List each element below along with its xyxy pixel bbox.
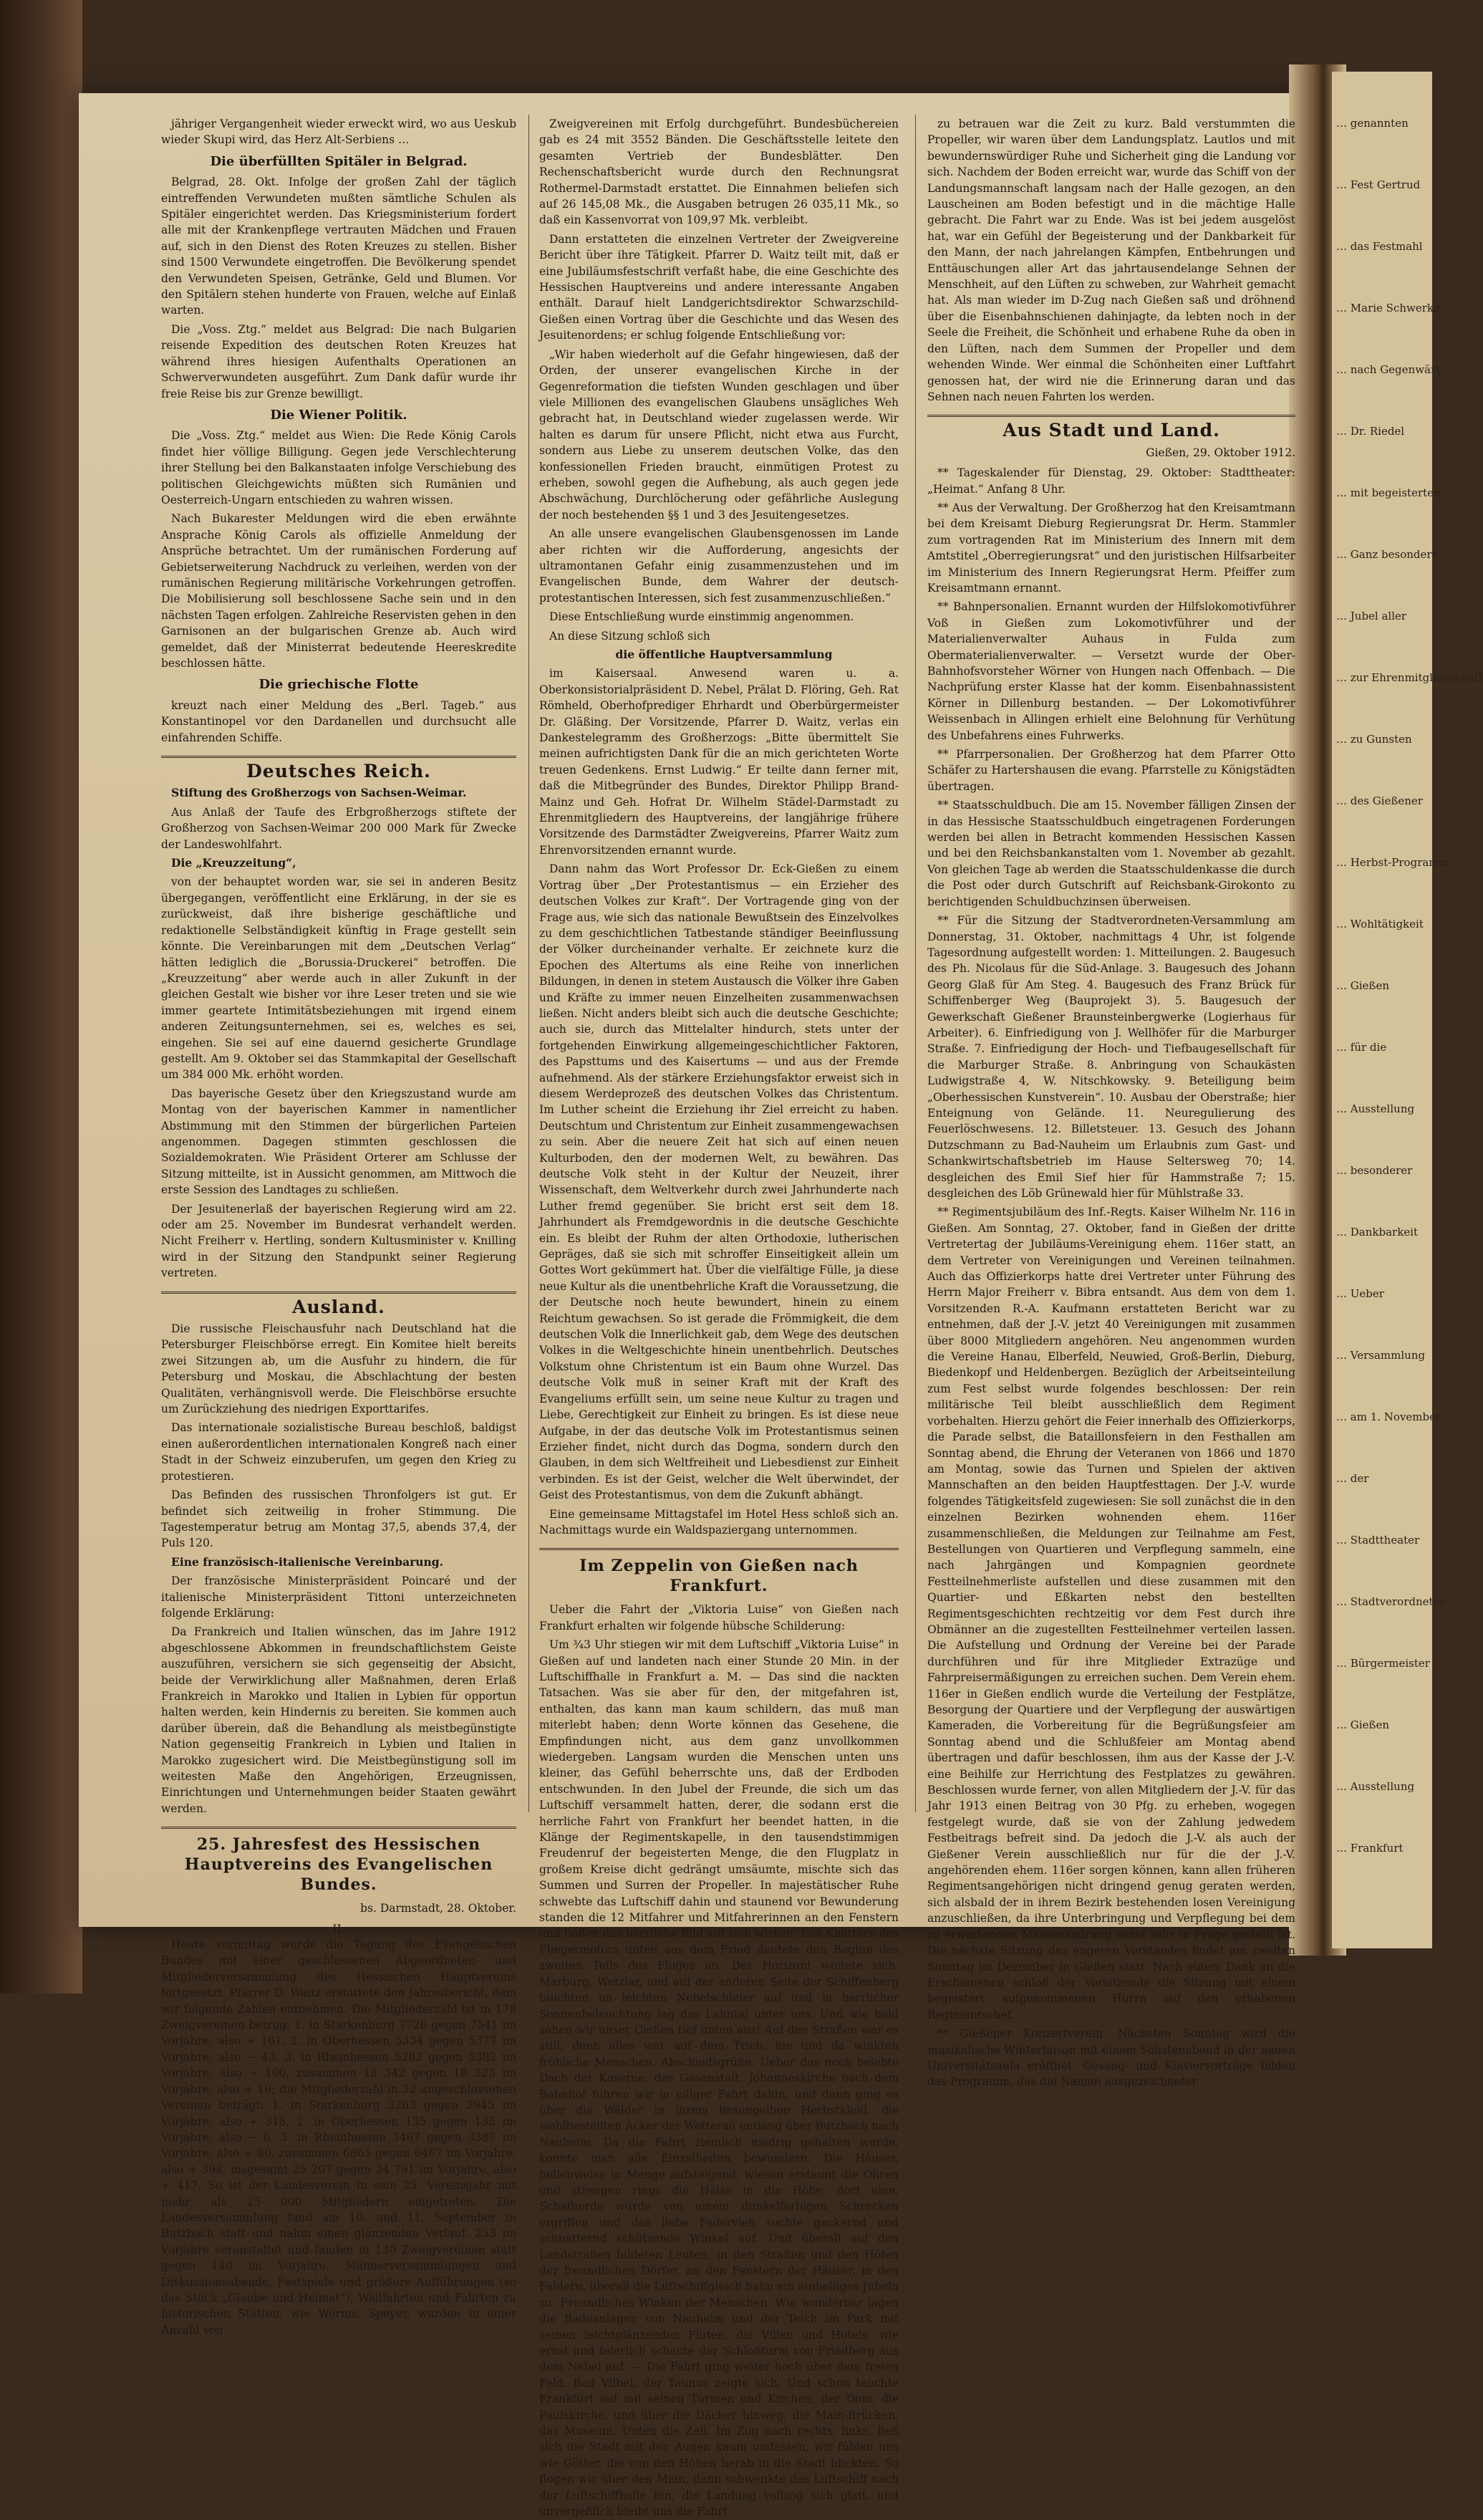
paragraph: zu betrauen war die Zeit zu kurz. Bald verstummten die Propeller, wir waren über dem Landungsplatz. Lautlos und mit bewundernswürdiger Ruhe und Sicherheit ging die Landung vor sich. Nachdem der Boden erreicht war, wurde das Schiff von der Landungsmannschaft langsam nach der Halle gezogen, an den Lauscheinen am Boden befestigt und in die mächtige Halle gebracht. Die Fahrt war zu Ende. Was ist bei jedem ausgelöst hat, war ein Gefühl der Begeisterung und der Dankbarkeit für den Mann, der nach jahrelangen Kämpfen, Entbehrungen und Enttäuschungen aller Art das jahrtausendelange Sehnen der Menschheit, auf den Lüften zu schweben, zur Wahrheit gemacht hat. Als man wieder im D-Zug nach Gießen saß und dröhnend über die Eisenbahnschienen dahinjagte, da lebten noch in der Seele die Freiheit, die Schönheit und erhabene Ruhe da oben in den Lüften, nach dem Summen der Propeller und dem wehenden Winde. Wer einmal die Schönheiten einer Luftfahrt genossen hat, der wird nie die Erinnerung daran und das Sehnen nach neuen Fahrten los werden.	[927, 117, 1295, 403]
facing-page-line: … Bürgermeister	[1336, 1657, 1430, 1670]
paragraph: Um ¾3 Uhr stiegen wir mit dem Luftschiff „Viktoria Luise“ in Gießen auf und landeten nach einer Stunde 20 Min. in der Luftschiffhalle in Frankfurt a. M. — Das sind die nackten Tatsachen. Was sie aber für den, der mitgefahren ist, enthalten, das kann man kaum schildern, das muß man miterlebt haben; denn Worte können das Gesehene, die Empfindungen nicht, aus dem ganz unvollkommen wiedergeben. Langsam wurden die Menschen unten uns kleiner, das Gefühl beherrschte uns, daß der Erdboden entschwunden. In den Jubel der Freunde, die sich um das Luftschiff versammelt hatten, derer, die sodann erst die herrliche Fahrt von Frankfurt her beendet hatten, in die Klänge der Regimentskapelle, in den tausendstimmigen Freudenruf der begeisterten Menge, die den Flugplatz in großem Kreise dicht gedrängt umsäumte, mischte sich das Summen und Surren der Propeller. In majestätischer Ruhe schwebte das Luftschiff dahin und staunend vor Bewunderung standen die 12 Mitfahrer und Mitfahrerinnen an den Fenstern und ließen das herrliche Bild auf sich wirken. Das Knattern des Fliegermotors unten aus dem Fried deutete den Beginn des zweiten Teils des Fluges an. Der Horizont weitete sich. Marburg, Wetzlar, und auf der anderen Seite der Schiffenberg tauchten im leichten Nebelschleier auf und in herrlicher Sonnenbeleuchtung lag das Lahntal unter uns. Und wie bald sahen wir unser Gießen tief unten aus! Auf den Straßen war es still, denn alles war auf dem Trieb, hie und da winkten fröhliche Menschen. Abschiedsgrüße. Ueber das noch belebte Dach der Kaserne, des Gasanstalt, Johanneskirche nach dem Bahnhof fuhren wir in eiliger Fahrt dahin, und dann ging es über die Wälder in ihrem braungelben Herbstkleid, die wohlbestellten Äcker der Wetterau entlang über Butzbach nach Nauheim. Da die Fahrt ziemlich niedrig gehalten wurde, konnte man alle Einzelheiten bewundern. Die Häuser, hellenweise in Menge aufsteigend, wiesen erstaunt die Ohren und strengen rings die Hälse in die Höhe; dort eine, Schafherde wurde von einem dunkelfarbigen Schrecken ergriffen und das liebe Federvieh suchte gackernd und schnatternd schützende Winkel auf. Und überall auf den Landstraßen bildeten Leuten, in den Straßen und den Höfen der freundlichen Dörfer, an den Fenstern der Häuser, in den Feldern, überall die Luftschiffgleich bahn ein einhelliges Jubeln zu. Freundliches Winken der Menschen. Wie wunderbar lagen die Badeanlagen von Nauheim und der Teich im Park mit seinen leichtglänzenden Fluten, die Villen und Hotels, wie ernst und feierlich schaute der Schloßturm von Friedberg aus dem Nebel auf. — Die Fahrt ging weiter hoch über dem freien Feld. Bad Vilbel, der Taunus zeigte sich. Und schon tauchte Frankfurt auf mit seinen Türmen und Kirchen, der Dom, die Paulskirche, und über die Dächer hinweg, die Main-Brücken, das Museum. Unten die Zeil. Im Zug nach rechts, links, ließ sich die Stadt mit den Augen kaum umfassen, wir fühlen uns wie Götter, die von den Höhen herab in die Stadt blickten. So flogen wir über den Main, dann schwenkte das Luftschiff nach der Luftschiffhalle hin, die Landung vollzog sich glatt, und unvergeßlich bleibt uns die Fahrt.	[539, 1638, 899, 2519]
paragraph: ** Gießener Konzertverein. Nächsten Sonntag wird die musikalische Winterfaison mit einem Solistenabend in der neuen Universitätsaula eröffnet. Gesang- und Klaviervorträge bilden das Programm, das die Namen ausgezeichneter	[927, 2027, 1295, 2089]
column-1	[161, 116, 516, 2337]
paragraph: Ueber die Fahrt der „Viktoria Luise“ von Gießen nach Frankfurt erhalten wir folgende hübsche Schilderung:	[539, 1603, 899, 1632]
subheading: Die Wiener Politik.	[270, 407, 407, 423]
facing-page-line: … für die	[1336, 1041, 1387, 1054]
facing-page-line: … Stadttheater	[1336, 1534, 1420, 1547]
paragraph: die öffentliche Hauptversammlung	[615, 648, 833, 661]
section-heading: Ausland.	[161, 1292, 516, 1315]
column-rule	[915, 115, 916, 1812]
facing-page-line: … des Gießener	[1336, 794, 1423, 807]
paragraph: von der behauptet worden war, sie sei in anderen Besitz übergegangen, veröffentlicht eine Erklärung, in der sie es zurückweist, daß ihre bisherige geschäftliche und redaktionelle Selbständigkeit künftig in Frage gestellt sein könnte. Die Vereinbarungen mit dem „Deutschen Verlag“ hätten lediglich die „Borussia-Druckerei“ betroffen. Die „Kreuzzeitung“ aber werde auch in aller Zukunft in der gleichen Gestalt wie bisher vor ihre Leser treten und sie wie immer geartete Intimitätsbeziehungen mit irgend einem anderen Zeitungsunternehmen, sei es, welches es sei, eingehen. Sie sei auf eine dauernd gesicherte Grundlage gestellt. Am 9. Oktober sei das Stammkapital der Gesellschaft um 384 000 Mk. erhöht worden.	[161, 875, 516, 1082]
facing-page-line: … Marie Schwerke	[1336, 302, 1440, 314]
paragraph: Das internationale sozialistische Bureau beschloß, baldigst einen außerordentlichen internationalen Kongreß nach einer Stadt in der Schweiz einzuberufen, um gegen den Krieg zu protestieren.	[161, 1421, 516, 1483]
book-spine-left	[0, 0, 82, 1994]
paragraph: Die „Voss. Ztg.“ meldet aus Belgrad: Die nach Bulgarien reisende Expedition des deutschen Roten Kreuzes hat während ihres hiesigen Aufenthalts Operationen an Schwerverwundeten ausgeführt. Zum Dank dafür wurde ihr freie Reise bis zur Grenze bewilligt.	[161, 322, 516, 400]
paragraph: Das bayerische Gesetz über den Kriegszustand wurde am Montag von der bayerischen Kammer in namentlicher Abstimmung mit den Stimmen der bürgerlichen Parteien angenommen. Dagegen stimmten geschlossen die Sozialdemokraten. Wie Präsident Orterer am Schlusse der Sitzung mitteilte, ist in Aussicht genommen, am Mittwoch die erste Session des Landtages zu schließen.	[161, 1087, 516, 1197]
paragraph: kreuzt nach einer Meldung des „Berl. Tageb.“ aus Konstantinopel vor den Dardanellen und durchsucht alle einfahrenden Schiffe.	[161, 698, 516, 744]
facing-page-line: … Ausstellung	[1336, 1780, 1415, 1793]
paragraph: „Wir haben wiederholt auf die Gefahr hingewiesen, daß der Orden, der unserer evangelischen Kirche in der Gegenreformation die tiefsten Wunden geschlagen und über viele Millionen des evangelischen Glaubens unsägliches Weh gebracht hat, in Deutschland wieder zugelassen werde. Wir halten es darum für unsere Pflicht, nicht etwa aus Furcht, sondern aus Liebe zu unserem deutschen Volke, das den konfessionellen Frieden braucht, einmütigen Protest zu erheben, sowohl gegen die Aufhebung, als auch gegen jede Abschwächung, Durchlöcherung oder gefährliche Auslegung der noch bestehenden §§ 1 und 3 des Jesuitengesetzes.	[539, 347, 899, 521]
section-heading: Aus Stadt und Land.	[927, 415, 1295, 438]
paragraph: ** Staatsschuldbuch. Die am 15. November fälligen Zinsen der in das Hessische Staatsschuldbuch eingetragenen Forderungen werden bei allen in Betracht kommenden Hessischen Kassen und bei den Reichsbankanstalten vom 1. November ab gezahlt. Von gleichen Tage ab werden die Staatsschuldenkasse die durch die Post oder durch Gutschrift auf Reichsbank-Girokonto zu berichtigenden Schuldbuchzinsen überweisen.	[927, 799, 1295, 908]
column-rule	[528, 115, 529, 1812]
facing-page-line: … Ausstellung	[1336, 1102, 1415, 1115]
paragraph: Da Frankreich und Italien wünschen, das im Jahre 1912 abgeschlossene Abkommen in freundschaftlichstem Geiste auszuführen, versichern sie sich gegenseitig der Absicht, beide der Verwirklichung aller Maßnahmen, deren Erlaß Frankreich in Marokko und Italien in Lybien für opportun halten werden, kein Hindernis zu bereiten. Sie kommen auch darüber überein, daß die Behandlung als meistbegünstigte Nation gegenseitig Frankreich in Lybien und Italien in Marokko zugesichert wird. Die Meistbegünstigung soll im weitesten Maße den Angehörigen, Erzeugnissen, Einrichtungen und Unternehmungen beider Staaten gewährt werden.	[161, 1625, 516, 1815]
facing-page-line: … Versammlung	[1336, 1349, 1426, 1362]
facing-page-line: … genannten	[1336, 117, 1409, 130]
facing-page-line: … der	[1336, 1472, 1369, 1485]
facing-page-line: … mit begeisterten	[1336, 486, 1441, 499]
paragraph: Belgrad, 28. Okt. Infolge der großen Zahl der täglich eintreffenden Verwundeten mußten sämtliche Schulen als Spitäler eingerichtet werden. Das Kriegsministerium fordert alle mit der Krankenpflege vertrauten Mädchen und Frauen auf, sich in den Dienst des Roten Kreuzes zu stellen. Bisher sind 1500 Verwundete eingetroffen. Die Bevölkerung spendet den Verwundeten Speisen, Getränke, Geld und Blumen. Vor den Spitälern stehen hunderte von Frauen, welche auf Einlaß warten.	[161, 175, 516, 317]
subheading: Die überfüllten Spitäler in Belgrad.	[210, 153, 468, 169]
facing-page-line: … Dankbarkeit	[1336, 1226, 1418, 1239]
dateline: bs. Darmstadt, 28. Oktober.	[360, 1902, 516, 1915]
facing-page-line: … nach Gegenwärt	[1336, 363, 1441, 376]
paragraph: Der französische Ministerpräsident Poincaré und der italienische Ministerpräsident Tittoni unterzeichneten folgende Erklärung:	[161, 1574, 516, 1620]
paragraph: Eine französisch-italienische Vereinbarung.	[171, 1554, 444, 1569]
paragraph: ** Bahnpersonalien. Ernannt wurden der Hilfslokomotivführer Voß in Gießen zum Lokomotivführer und der Materialienverwalter Auhaus in Fulda zum Obermaterialienverwalter. — Versetzt wurde der Ober-Bahnhofsvorsteher Wörner von Hungen nach Offenbach. — Die Nachprüfung erster Klasse hat der komm. Eisenbahnassistent Körner in Dillenburg bestanden. — Der Lokomotivführer Weissenbach in Allingen erhielt eine Belohnung für Verhütung des Unbefahrens eines Fuhrwerks.	[927, 600, 1295, 742]
facing-page-line: … Stadtverordneten	[1336, 1595, 1447, 1608]
facing-page-line: … Jubel aller	[1336, 610, 1407, 622]
paragraph: Nach Bukarester Meldungen wird die eben erwähnte Ansprache König Carols als offizielle Anmeldung der Ansprüche betrachtet. Um der rumänischen Forderung auf Gebietserweiterung Nachdruck zu verleihen, werden von der rumänischen Regierung militärische Vorkehrungen getroffen. Die Mobilisierung soll beschlossene Sache sein und in den nächsten Tagen erfolgen. Zahlreiche Reservisten gehen in den Garnisonen an der bulgarischen Grenze ab. Auch wird gemeldet, daß der Ministerrat bedeutende Heereskredite beschlossen hätte.	[161, 512, 516, 670]
column-2	[539, 116, 899, 2519]
subheading: Die griechische Flotte	[259, 677, 419, 693]
paragraph: Die „Voss. Ztg.“ meldet aus Wien: Die Rede König Carols findet hier völlige Billigung. Gegen jede Verschlechterung ihrer Stellung bei den Balkanstaaten infolge Verschiebung des politischen Gleichgewichts müßten sich Rumänien und Oesterreich-Ungarn entschieden zu wahren wissen.	[161, 429, 516, 506]
facing-page-line: … zur Ehrenmitgliedschaft	[1336, 671, 1483, 684]
facing-page-fragment	[1332, 72, 1483, 1948]
paragraph: An diese Sitzung schloß sich	[549, 629, 710, 643]
paragraph: ** Tageskalender für Dienstag, 29. Oktober: Stadttheater: „Heimat.“ Anfang 8 Uhr.	[927, 466, 1295, 496]
paragraph: An alle unsere evangelischen Glaubensgenossen im Lande aber richten wir die Aufforderung, angesichts der ultramontanen Gefahr einig zusammenzustehen und im Evangelischen Bunde, dem Wahrer der deutsch-protestantischen Interessen, sich fest zusammenzuschließen.“	[539, 527, 899, 605]
paragraph: Dann erstatteten die einzelnen Vertreter der Zweigvereine Bericht über ihre Tätigkeit. Pfarrer D. Waitz teilt mit, daß er eine Jubiläumsfestschrift verfaßt habe, die eine Geschichte des Hessischen Hauptvereins und andere interessante Angaben enthält. Darauf hielt Landgerichtsdirektor Schwarzschild-Gießen einen Vortrag über die Geschichte und das Wesen des Jesuitenordens; er schlug folgende Entschließung vor:	[539, 232, 899, 342]
dateline: Gießen, 29. Oktober 1912.	[1146, 446, 1295, 459]
facing-page-line: … Gießen	[1336, 1718, 1389, 1731]
paragraph: im Kaisersaal. Anwesend waren u. a. Oberkonsistorialpräsident D. Nebel, Prälat D. Flöring, Geh. Rat Römheld, Oberhofprediger Ehrhardt und Oberbürgermeister Dr. Gläßing. Der Vorsitzende, Pfarrer D. Waitz, verlas ein Dankestelegramm des Großherzogs: „Bitte übermittelt Sie meinen aufrichtigsten Dank für die an mich gerichteten Worte treuen Gedenkens. Ernst Ludwig.“ Er teilte dann ferner mit, daß die Mitbegründer des Bundes, Direktor Philipp Brand-Mainz und Geh. Hofrat Dr. Wilhelm Städel-Darmstadt zu Ehrenmitgliedern des Hauptvereins, der langjährige frühere Vorsitzende des Darmstädter Zweigvereins, Pfarrer Waitz zum Ehrenvorsitzenden ernannt wurde.	[539, 667, 899, 857]
facing-page-line: … Ueber	[1336, 1287, 1384, 1300]
paragraph: ** Pfarrpersonalien. Der Großherzog hat dem Pfarrer Otto Schäfer zu Hartershausen die evang. Pfarrstelle zu Königstädten übertragen.	[927, 748, 1295, 793]
facing-page-line: … Fest Gertrud	[1336, 178, 1421, 191]
facing-page-line: … Frankfurt	[1336, 1842, 1404, 1855]
facing-page-line: … Ganz besonders	[1336, 548, 1438, 561]
paragraph: Das Befinden des russischen Thronfolgers ist gut. Er befindet sich zeitweilig in froher Stimmung. Die Tagestemperatur betrug am Montag 37,5, abends 37,4, der Puls 120.	[161, 1489, 516, 1550]
facing-page-line: … das Festmahl	[1336, 240, 1423, 253]
paragraph: Die „Kreuzzeitung“,	[171, 856, 296, 870]
facing-page-line: … Dr. Riedel	[1336, 425, 1405, 438]
paragraph: Aus Anlaß der Taufe des Erbgroßherzogs stiftete der Großherzog von Sachsen-Weimar 200 000 Mark für Zwecke der Landeswohlfahrt.	[161, 805, 516, 851]
facing-page-line: … Herbst-Programm	[1336, 856, 1449, 869]
paragraph: Diese Entschließung wurde einstimmig angenommen.	[549, 610, 854, 624]
facing-page-line: … Wohltätigkeit	[1336, 918, 1424, 930]
facing-page-line: … zu Gunsten	[1336, 733, 1412, 746]
paragraph: Zweigvereinen mit Erfolg durchgeführt. Bundesbüchereien gab es 24 mit 3552 Bänden. Die Geschäftsstelle leitete den gesamten Vertrieb der Bundesblätter. Den Rechenschaftsbericht wurde durch den Rechnungsrat Rothermel-Darmstadt erstattet. Die Einnahmen beliefen sich auf 26 145,08 Mk., die Ausgaben betrugen 26 035,11 Mk., so daß ein Kassenvorrat von 109,97 Mk. verbleibt.	[539, 117, 899, 227]
facing-page-line: … Gießen	[1336, 979, 1389, 992]
paragraph: ** Aus der Verwaltung. Der Großherzog hat den Kreisamtmann bei dem Kreisamt Dieburg Regierungsrat Dr. Herm. Stammler zum vortragenden Rat im Ministerium des Innern mit dem Amtstitel „Oberregierungsrat“ und den juristischen Hilfsarbeiter im Ministerium des Innern Regierungsrat Herm. Pfeiffer zum Kreisamtmann ernannt.	[927, 501, 1295, 595]
paragraph: Eine gemeinsame Mittagstafel im Hotel Hess schloß sich an. Nachmittags wurde ein Waldspaziergang unternommen.	[539, 1507, 899, 1536]
paragraph: ** Für die Sitzung der Stadtverordneten-Versammlung am Donnerstag, 31. Oktober, nachmittags 4 Uhr, ist folgende Tagesordnung aufgestellt worden: 1. Mitteilungen. 2. Baugesuch des Ph. Nicolaus für die Süd-Anlage. 3. Baugesuch des Johann Georg Glaß für Am Steg. 4. Baugesuch des Franz Brück für Schiffenberger Weg (Bauprojekt 3). 5. Baugesuch der Gewerkschaft Gießener Braunsteinbergwerke (Logierhaus für Arbeiter). 6. Einfriedigung von J. Wellhöfer für die Marburger Straße. 7. Einfriedigung der Hoch- und Tiefbaugesellschaft für die Marburger Straße. 8. Anbringung von Schaukästen Ludwigstraße 4, W. Nitschkowsky. 9. Beteiligung beim „Oberhessischen Kunstverein“. 10. Ausbau der Oberstraße; hier Enteignung von Gelände. 11. Neuregulierung des Feuerlöschwesens. 12. Billetsteuer. 13. Gesuch des Johann Dutzschmann zu Bad-Nauheim um Erlaubnis zum Gast- und Schankwirtschaftsbetrieb im Hause Seltersweg 70; 14. desgleichen des Emil Sief hier für Hammstraße 7; 15. desgleichen des Löb Grünewald hier für Mühlstraße 33.	[927, 914, 1295, 1200]
facing-page-line: … besonderer	[1336, 1164, 1413, 1177]
paragraph: ** Regimentsjubiläum des Inf.-Regts. Kaiser Wilhelm Nr. 116 in Gießen. Am Sonntag, 27. Oktober, fand in Gießen der dritte Vertretertag der Jubiläums-Vereinigung ehem. 116er statt, an dem Vertreter von Vereinigungen und Vereinen teilnahmen. Auch das Offizierkorps hatte drei Vertreter unter Führung des Herrn Major Freiherr v. Bibra entsandt. Aus dem von dem 1. Vorsitzenden R.-A. Kaufmann erstatteten Bericht war zu entnehmen, daß der J.-V. jetzt 40 Vereinigungen mit zusammen über 8000 Mitgliedern angehören. Neu angenommen wurden die Vereine Hanau, Elberfeld, Neuwied, Groß-Berlin, Dieburg, Biedenkopf und Heldenbergen. Bezüglich der Arbeitseinteilung zum Fest selbst wurde folgendes beschlossen: Der rein militärische Teil bleibt ausschließlich dem Regiment vorbehalten. Hierzu gehört die Feier innerhalb des Offizierkorps, die Parade selbst, die Bataillonsfeiern in den Festhallen am Sonntag abend, die Ehrung der Veteranen von 1866 und 1870 am Montag, sowie das Turnen und Spielen der aktiven Mannschaften an den beiden Hauptfesttagen. Der J.-V. wurde folgendes Tätigkeitsfeld zugewiesen: Sie soll zunächst die in den einzelnen Bezirken wohnenden ehem. 116er zusammenschließen, die Meldungen zur Teilnahme am Fest, Bestellungen von Quartieren und Verpflegung sammeln, eine nach Jahrgängen und Kompagnien geordnete Festteilnehmerliste aufstellen und diese zusammen mit den Quartier- und Eßkarten nebst den bestellten Regimentsgeschichten rechtzeitig vor dem Fest durch ihre Obmänner an die zugestellten Festteilnehmer verteilen lassen. Die Aufstellung und Ordnung der Vereine bei der Parade durchführen und für ihre Mitglieder Extrazüge und Fahrpreisermäßigungen zu erreichen suchen. Dem Verein ehem. 116er in Gießen endlich wurde die Verteilung der Festplätze, Besorgung der Quartiere und der Verpflegung der auswärtigen Kameraden, die Vorbereitung für die Begrüßungsfeier am Sonntag abend und die Schlußfeier am Montag abend übertragen und dafür beschlossen, ihm aus der Kasse der J.-V. eine Beihilfe zur Herrichtung des Festplatzes zu gewähren. Beschlossen wurde ferner, von allen Mitgliedern der J.-V. für das Jahr 1913 einen Beitrag von 30 Pfg. zu erheben, wogegen festgelegt wurde, daß sie von der Zahlung jedwedem Festbeitrags befreit sind. Da jedoch die J.-V. als auch der Gießener Verein ausschließlich nur für die der J.-V. angehörenden ehem. 116er sorgen können, kann allen früheren Regimentsangehörigen nicht dringend genug geraten werden, sich alsbald der in ihrem Bezirk bestehenden losen Vereinigung anzuschließen, da ihre Unterbringung und Verpflegung bei dem zu erwartenden Massenandrang sonst sehr in Frage gestellt ist. Die nächste Sitzung des engeren Vorstandes findet am zweiten Sonntag im Dezember in Gießen statt. Nach einem Dank an die Erschienenen schloß der Vorsitzende die Sitzung mit einem begeistert aufgenommenen Hurra auf den erhabenen Regimentschef.	[927, 1206, 1295, 2021]
article-heading: Im Zeppelin von Gießen nach Frankfurt.	[539, 1548, 899, 1596]
paragraph: Heute vormittag wurde die Tagung des Evangelischen Bundes mit einer geschlossenen Abgeordneten- und Mitgliederversammlung des Hessischen Hauptvereins fortgesetzt. Pfarrer D. Waitz erstattete den Jahresbericht, dem wir folgende Zahlen entnehmen. Die Mitgliederzahl ist in 178 Zweigvereinen betrug: 1. in Starkenburg 7726 gegen 7541 im Vorjahre, also + 161, 2. in Oberhessen 5334 gegen 5377 im Vorjahre, also − 43, 3. in Rheinhessen 5282 gegen 5382 im Vorjahre, also − 100, zusammen 18 342 gegen 18 323 im Vorjahre, also + 19; die Mitgliederzahl in 32 angeschlossenen Vereinen beträgt: 1. in Starkenburg 3263 gegen 2945 im Vorjahre, also + 318, 2. in Oberhessen 135 gegen 135 im Vorjahre, also − 0, 3. in Rheinhessen 3467 gegen 3387 im Vorjahre, also + 80, zusammen 6865 gegen 6467 im Vorjahre, also + 398, insgesamt 25 207 gegen 24 791 im Vorjahre, also + 417. So ist der Landesverein in sein 25. Vereinsjahr mit mehr als 25 000 Mitgliedern eingetreten. Die Landesversammlung fand am 10. und 11. September in Butzbach statt und nahm einen glänzenden Verlauf. 253 im Vorjahre veranstaltet und fanden in 130 Zweigvereinen statt gegen 140 im Vorjahre. Männerversammlungen und Diskussionsabende, Festspiele und größere Aufführungen (so das Stück „Glaube und Heimat“), Wallfahrten und Fahrten zu historischen Stätten, wie Worms, Speyer, wurden in einer Anzahl von	[161, 1938, 516, 2337]
paragraph: jähriger Vergangenheit wieder erweckt wird, wo aus Ueskub wieder Skupi wird, das Herz Alt-Serbiens …	[161, 117, 516, 147]
paragraph: Der Jesuitenerlaß der bayerischen Regierung wird am 22. oder am 25. November im Bundesrat verhandelt werden. Nicht Freiherr v. Hertling, sondern Kultusminister v. Knilling wird in der Sitzung den Standpunkt seiner Regierung vertreten.	[161, 1202, 516, 1280]
facing-page-lines	[1332, 115, 1483, 1857]
facing-page-line: … am 1. November	[1336, 1410, 1441, 1423]
column-3	[927, 116, 1295, 2089]
paragraph: Stiftung des Großherzogs von Sachsen-Weimar.	[171, 786, 467, 800]
part-number: II.	[332, 1922, 345, 1935]
paragraph: Dann nahm das Wort Professor Dr. Eck-Gießen zu einem Vortrag über „Der Protestantismus — ein Erzieher des deutschen Volkes zur Kraft“. Der Vortragende ging von der Frage aus, wie sich das nationale Bewußtsein des Einzelvolkes zu dem geschichtlichen Tatbestande ständiger Beeinflussung der Völker durcheinander verhalte. Er zeichnete kurz die Epochen des Altertums als eine Reihe von innerlichen Bildungen, in denen in stetem Austausch die Völker ihre Gaben und Kräfte zu immer neuen Einzelheiten zusammenwachsen ließen. Nicht anders bleibt sich auch die deutsche Geschichte; auch sie, durch das Mittelalter hindurch, stets unter der fortgehenden Einwirkung allgemeingeschichtlicher Faktoren, des Papsttums und des Kaisertums — und aus der Fremde aufnehmend. Als der stärkere Erziehungsfaktor erweist sich in diesem Werdeprozeß des deutschen Volkes das Christentum. Im Luther scheint die Erziehung ihr Ziel erreicht zu haben. Deutschtum und Christentum zur Einheit zusammengewachsen zu sein. Aber die neuere Zeit hat sich auf einen neuen Kulturboden, den der modernen Welt, zu bewähren. Das deutsche Volk steht in der Kultur der Neuzeit, ihrer Wissenschaft, dem Weltverkehr durch zwei Jahrhunderte nach Luther fremd gegenüber. Sie bricht erst seit dem 18. Jahrhundert als Fremdgewordnis in die deutsche Geschichte ein. Es bleibt der Ruhm der alten Orthodoxie, lutherischen Gepräges, daß sie sich mit schroffer Einseitigkeit allein um Gottes Wort gekümmert hat. Über die vielfältige Fülle, ja diese neue Kultur als die unentbehrliche Kraft die Voraussetzung, die der Deutsche noch heute bewundert, hinein zu einem Reichtum gewachsen. So ist gerade die Frömmigkeit, die dem deutschen Volk die Innerlichkeit gab, dem Wege des deutschen Volkes in die Weltgeschichte hinein unentbehrlich. Deutsches Volkstum ohne Christentum ist ein Baum ohne Wurzel. Das deutsche Volk muß in seiner Kraft mit der Kraft des Evangeliums erfüllt sein, um seine neue Kultur zu tragen und Liebe, Gerechtigkeit zur Einheit zu bringen. Es ist diese neue Aufgabe, in der das deutsche Volk im Protestantismus seinen Erzieher findet, nicht durch das Dogma, sondern durch den Glauben, in dem sich Weltfreiheit und Liebesdienst zur Einheit verbinden. Es ist der Geist, welcher die Welt überwindet, der Geist des Protestantismus, von dem die Zukunft abhängt.	[539, 862, 899, 1502]
article-heading: 25. Jahresfest des Hessischen Hauptvereins des Evangelischen Bundes.	[161, 1827, 516, 1895]
paragraph: Die russische Fleischausfuhr nach Deutschland hat die Petersburger Fleischbörse erregt. Ein Komitee hielt bereits zwei Sitzungen ab, um die Ausfuhr zu hindern, die für Petersburg und Moskau, die Abschlachtung der besten Qualitäten, verhängnisvoll werde. Die Fleischbörse ersuchte um Zurückziehung des niedrigen Exporttarifes.	[161, 1322, 516, 1416]
section-heading: Deutsches Reich.	[161, 756, 516, 779]
